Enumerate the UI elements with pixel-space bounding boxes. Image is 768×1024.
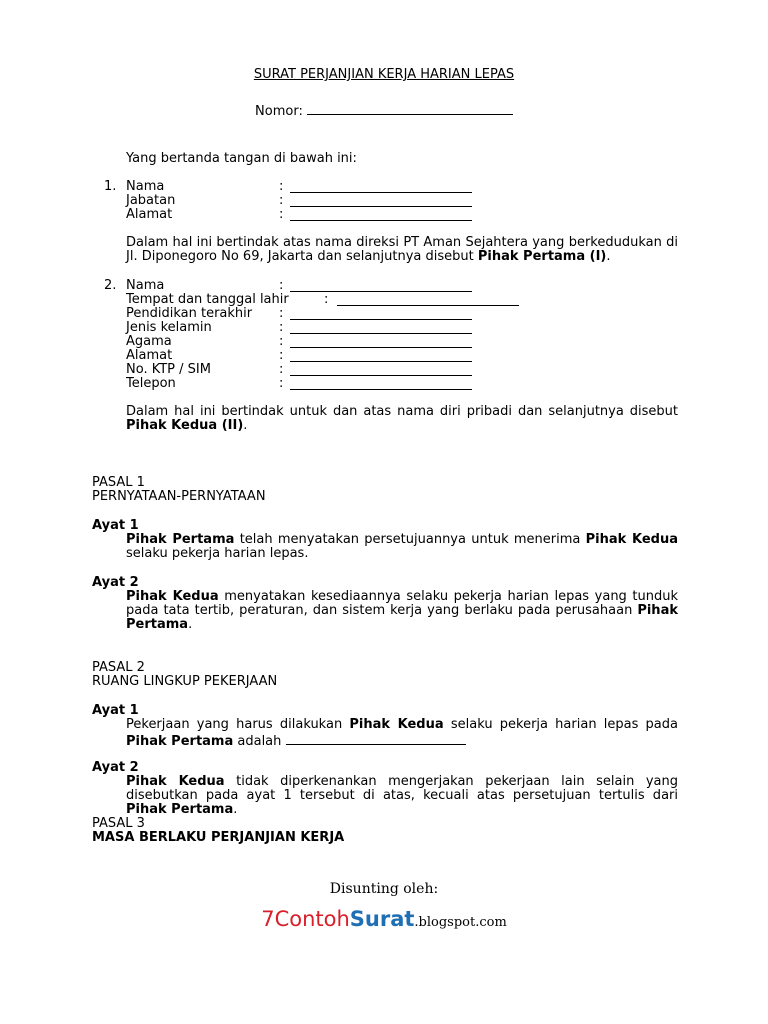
brand-contoh: Contoh [274, 907, 350, 931]
party2-field-label: Nama [126, 278, 165, 293]
party2-para-end: . [243, 418, 248, 433]
pasal2-ayat1-blank [286, 732, 466, 745]
pasal2-ayat1-text [126, 718, 678, 749]
party2-field-blank [290, 377, 472, 390]
party2-field-blank [290, 349, 472, 362]
party2-field-label: Agama [126, 334, 172, 349]
party1-field-label: Jabatan [126, 193, 176, 208]
pasal1-ayat1-label: Ayat 1 [92, 518, 139, 533]
party2-field-label: No. KTP / SIM [126, 362, 211, 377]
document-title: SURAT PERJANJIAN KERJA HARIAN LEPAS [253, 67, 515, 82]
party1-paragraph [126, 236, 678, 264]
pasal1-ayat2-text [126, 590, 678, 632]
party1-para-bold: Pihak Pertama (I) [477, 249, 607, 264]
party2-field-colon: : [279, 362, 284, 377]
party2-paragraph [126, 405, 678, 433]
ayat-text: Pekerjaan yang harus dilakukan [126, 717, 350, 732]
pasal2-title: PASAL 2 [92, 660, 145, 675]
party2-field-colon: : [279, 278, 284, 293]
ayat-text: menyatakan kesediaannya selaku pekerja harian lepas yang tunduk pada tata tertib, peraturan, dan sistem kerja yang berlaku pada perusahaan [126, 589, 679, 618]
bold-term: Pihak Kedua [126, 589, 219, 604]
party1-para-text: Dalam hal ini bertindak atas nama direksi PT Aman Sejahtera yang berkedudukan di Jl. Diponegoro No 69, Jakarta dan selanjutnya disebut [126, 235, 678, 264]
pasal3-title: PASAL 3 [92, 816, 145, 831]
party1-field-blank [290, 194, 472, 207]
party1-field-label: Alamat [126, 207, 173, 222]
party2-field-colon: : [279, 320, 284, 335]
pasal1-ayat1-text [126, 533, 678, 561]
party2-number: 2. [104, 278, 117, 293]
party2-field-blank [337, 293, 519, 306]
ayat-text: . [188, 617, 193, 632]
party2-field-label: Jenis kelamin [126, 320, 212, 335]
bold-term: Pihak Kedua [126, 774, 225, 789]
nomor-label: Nomor: [255, 104, 303, 119]
party2-field-label: Telepon [126, 376, 176, 391]
party2-field-blank [290, 321, 472, 334]
party2-field-label: Pendidikan terakhir [126, 306, 253, 321]
party2-field-label: Alamat [126, 348, 173, 363]
bold-term: Pihak Kedua [585, 532, 678, 547]
party2-field-blank [290, 363, 472, 376]
party2-field-colon: : [324, 292, 329, 307]
party1-field-colon: : [279, 193, 284, 208]
ayat-text: telah menyatakan persetujuannya untuk menerima [234, 532, 586, 547]
party2-field-blank [290, 335, 472, 348]
bold-term: Pihak Pertama [126, 802, 234, 817]
party2-para-bold: Pihak Kedua (II) [126, 418, 244, 433]
pasal1-ayat2-label: Ayat 2 [92, 575, 139, 590]
brand-number: 7 [261, 907, 275, 931]
bold-term: Pihak Kedua [349, 717, 444, 732]
ayat-text: selaku pekerja harian lepas. [126, 546, 309, 561]
brand-domain: .blogspot.com [414, 915, 507, 930]
pasal1-subtitle: PERNYATAAN-PERNYATAAN [92, 489, 266, 504]
party1-field-colon: : [279, 207, 284, 222]
intro-text: Yang bertanda tangan di bawah ini: [126, 151, 357, 166]
bold-term: Pihak Pertama [126, 532, 235, 547]
party1-field-colon: : [279, 179, 284, 194]
pasal2-ayat1-label: Ayat 1 [92, 703, 139, 718]
pasal2-subtitle: RUANG LINGKUP PEKERJAAN [92, 674, 278, 689]
nomor-blank [307, 102, 513, 115]
party2-field-colon: : [279, 348, 284, 363]
ayat-text: adalah [233, 734, 282, 749]
brand-logo[interactable] [0, 907, 768, 931]
party2-field-blank [290, 307, 472, 320]
party2-field-colon: : [279, 334, 284, 349]
brand-surat: Surat [349, 907, 415, 931]
nomor-line [0, 102, 768, 119]
party2-field-colon: : [279, 376, 284, 391]
party2-field-blank [290, 279, 472, 292]
ayat-text: selaku pekerja harian lepas pada [443, 717, 678, 732]
ayat-text: . [233, 802, 238, 817]
bold-term: Pihak Pertama [126, 603, 678, 632]
bold-term: Pihak Pertama [126, 734, 234, 749]
party1-field-blank [290, 208, 472, 221]
party1-number: 1. [104, 179, 117, 194]
party2-para-text: Dalam hal ini bertindak untuk dan atas nama diri pribadi dan selanjutnya disebut [126, 404, 678, 419]
party2-field-label: Tempat dan tanggal lahir [126, 292, 289, 307]
pasal2-ayat2-text [126, 775, 678, 817]
party2-field-colon: : [279, 306, 284, 321]
party1-para-end: . [606, 249, 611, 264]
edited-by-label: Disunting oleh: [329, 881, 439, 897]
party1-field-label: Nama [126, 179, 165, 194]
ayat-text: tidak diperkenankan mengerjakan pekerjaan lain selain yang disebutkan pada ayat 1 tersebut di atas, kecuali atas persetujuan tertulis dari [126, 774, 678, 803]
pasal2-ayat2-label: Ayat 2 [92, 760, 139, 775]
party1-field-blank [290, 180, 472, 193]
pasal1-title: PASAL 1 [92, 475, 145, 490]
pasal3-subtitle: MASA BERLAKU PERJANJIAN KERJA [92, 830, 345, 845]
